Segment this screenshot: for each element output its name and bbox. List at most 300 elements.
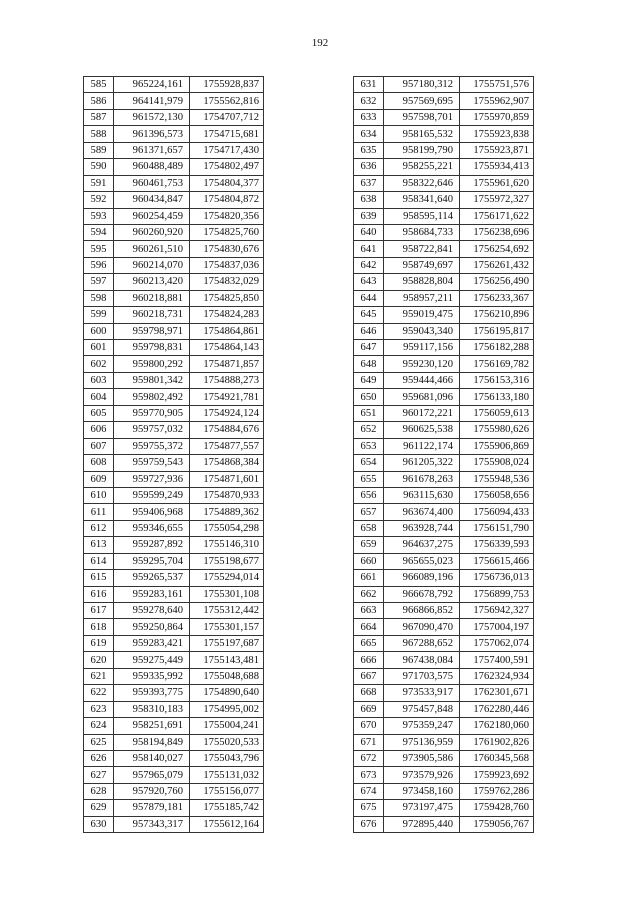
point-number-cell: 598	[84, 290, 114, 306]
y-coordinate-cell: 1755146,310	[190, 537, 264, 553]
table-row	[84, 175, 264, 191]
x-coordinate-cell: 973458,160	[384, 783, 460, 799]
y-coordinate-cell: 1756133,180	[460, 389, 534, 405]
point-number-cell: 666	[354, 652, 384, 668]
point-number-cell: 613	[84, 537, 114, 553]
table-row	[354, 159, 534, 175]
point-number-cell: 660	[354, 553, 384, 569]
table-row	[84, 553, 264, 569]
y-coordinate-cell: 1754717,430	[190, 142, 264, 158]
x-coordinate-cell: 958322,646	[384, 175, 460, 191]
x-coordinate-cell: 957598,701	[384, 109, 460, 125]
table-row	[84, 389, 264, 405]
y-coordinate-cell: 1755020,533	[190, 734, 264, 750]
table-row	[354, 257, 534, 273]
x-coordinate-cell: 967288,652	[384, 635, 460, 651]
table-row	[354, 487, 534, 503]
point-number-cell: 614	[84, 553, 114, 569]
y-coordinate-cell: 1755156,077	[190, 783, 264, 799]
y-coordinate-cell: 1755131,032	[190, 767, 264, 783]
point-number-cell: 641	[354, 241, 384, 257]
y-coordinate-cell: 1755312,442	[190, 603, 264, 619]
point-number-cell: 608	[84, 455, 114, 471]
table-row	[354, 570, 534, 586]
y-coordinate-cell: 1754804,377	[190, 175, 264, 191]
point-number-cell: 669	[354, 701, 384, 717]
y-coordinate-cell: 1754924,124	[190, 405, 264, 421]
y-coordinate-cell: 1755301,108	[190, 586, 264, 602]
point-number-cell: 625	[84, 734, 114, 750]
table-row	[354, 652, 534, 668]
table-row	[84, 750, 264, 766]
y-coordinate-cell: 1754830,676	[190, 241, 264, 257]
y-coordinate-cell: 1754890,640	[190, 685, 264, 701]
x-coordinate-cell: 959406,968	[114, 504, 190, 520]
x-coordinate-cell: 958684,733	[384, 224, 460, 240]
table-row	[354, 520, 534, 536]
x-coordinate-cell: 959759,543	[114, 455, 190, 471]
x-coordinate-cell: 960261,510	[114, 241, 190, 257]
y-coordinate-cell: 1754832,029	[190, 274, 264, 290]
y-coordinate-cell: 1761902,826	[460, 734, 534, 750]
point-number-cell: 634	[354, 126, 384, 142]
x-coordinate-cell: 960488,489	[114, 159, 190, 175]
x-coordinate-cell: 960461,753	[114, 175, 190, 191]
x-coordinate-cell: 965224,161	[114, 77, 190, 93]
y-coordinate-cell: 1756942,327	[460, 603, 534, 619]
y-coordinate-cell: 1759923,692	[460, 767, 534, 783]
point-number-cell: 593	[84, 208, 114, 224]
y-coordinate-cell: 1759056,767	[460, 816, 534, 832]
x-coordinate-cell: 959287,892	[114, 537, 190, 553]
y-coordinate-cell: 1756171,622	[460, 208, 534, 224]
y-coordinate-cell: 1754825,850	[190, 290, 264, 306]
table-row	[84, 438, 264, 454]
table-row	[84, 619, 264, 635]
x-coordinate-cell: 963674,400	[384, 504, 460, 520]
x-coordinate-cell: 975359,247	[384, 718, 460, 734]
x-coordinate-cell: 961678,263	[384, 471, 460, 487]
table-row	[354, 537, 534, 553]
point-number-cell: 659	[354, 537, 384, 553]
y-coordinate-cell: 1754868,384	[190, 455, 264, 471]
x-coordinate-cell: 959444,466	[384, 372, 460, 388]
y-coordinate-cell: 1755612,164	[190, 816, 264, 832]
table-row	[354, 77, 534, 93]
y-coordinate-cell: 1756151,790	[460, 520, 534, 536]
x-coordinate-cell: 966866,852	[384, 603, 460, 619]
table-row	[354, 701, 534, 717]
point-number-cell: 647	[354, 340, 384, 356]
y-coordinate-cell: 1762301,671	[460, 685, 534, 701]
table-row	[84, 455, 264, 471]
table-row	[354, 685, 534, 701]
x-coordinate-cell: 959801,342	[114, 372, 190, 388]
point-number-cell: 646	[354, 323, 384, 339]
table-row	[354, 142, 534, 158]
point-number-cell: 599	[84, 307, 114, 323]
table-row	[84, 800, 264, 816]
x-coordinate-cell: 957343,317	[114, 816, 190, 832]
y-coordinate-cell: 1754921,781	[190, 389, 264, 405]
x-coordinate-cell: 959727,936	[114, 471, 190, 487]
y-coordinate-cell: 1755562,816	[190, 93, 264, 109]
table-row	[354, 783, 534, 799]
table-row	[354, 175, 534, 191]
x-coordinate-cell: 959295,704	[114, 553, 190, 569]
point-number-cell: 594	[84, 224, 114, 240]
x-coordinate-cell: 959346,655	[114, 520, 190, 536]
point-number-cell: 652	[354, 422, 384, 438]
point-number-cell: 658	[354, 520, 384, 536]
y-coordinate-cell: 1755906,869	[460, 438, 534, 454]
y-coordinate-cell: 1756254,692	[460, 241, 534, 257]
point-number-cell: 661	[354, 570, 384, 586]
x-coordinate-cell: 963928,744	[384, 520, 460, 536]
coordinates-table-left	[83, 76, 264, 833]
point-number-cell: 649	[354, 372, 384, 388]
point-number-cell: 644	[354, 290, 384, 306]
table-row	[354, 224, 534, 240]
table-body	[84, 77, 264, 833]
table-row	[84, 340, 264, 356]
y-coordinate-cell: 1756615,466	[460, 553, 534, 569]
table-row	[84, 504, 264, 520]
table-row	[84, 126, 264, 142]
table-row	[84, 405, 264, 421]
x-coordinate-cell: 958828,804	[384, 274, 460, 290]
point-number-cell: 653	[354, 438, 384, 454]
x-coordinate-cell: 959335,992	[114, 668, 190, 684]
point-number-cell: 591	[84, 175, 114, 191]
x-coordinate-cell: 959265,537	[114, 570, 190, 586]
point-number-cell: 622	[84, 685, 114, 701]
point-number-cell: 651	[354, 405, 384, 421]
y-coordinate-cell: 1754707,712	[190, 109, 264, 125]
x-coordinate-cell: 959117,156	[384, 340, 460, 356]
x-coordinate-cell: 958722,841	[384, 241, 460, 257]
table-row	[354, 800, 534, 816]
point-number-cell: 616	[84, 586, 114, 602]
point-number-cell: 592	[84, 192, 114, 208]
x-coordinate-cell: 958341,640	[384, 192, 460, 208]
point-number-cell: 676	[354, 816, 384, 832]
table-row	[354, 389, 534, 405]
y-coordinate-cell: 1755197,687	[190, 635, 264, 651]
x-coordinate-cell: 959798,971	[114, 323, 190, 339]
y-coordinate-cell: 1756736,013	[460, 570, 534, 586]
table-row	[354, 816, 534, 832]
y-coordinate-cell: 1762280,446	[460, 701, 534, 717]
point-number-cell: 662	[354, 586, 384, 602]
x-coordinate-cell: 960172,221	[384, 405, 460, 421]
point-number-cell: 590	[84, 159, 114, 175]
y-coordinate-cell: 1756210,896	[460, 307, 534, 323]
x-coordinate-cell: 961572,130	[114, 109, 190, 125]
x-coordinate-cell: 958199,790	[384, 142, 460, 158]
y-coordinate-cell: 1755143,481	[190, 652, 264, 668]
x-coordinate-cell: 958251,691	[114, 718, 190, 734]
table-row	[84, 537, 264, 553]
point-number-cell: 670	[354, 718, 384, 734]
x-coordinate-cell: 960254,459	[114, 208, 190, 224]
table-row	[354, 340, 534, 356]
table-row	[84, 274, 264, 290]
y-coordinate-cell: 1756261,432	[460, 257, 534, 273]
point-number-cell: 642	[354, 257, 384, 273]
point-number-cell: 674	[354, 783, 384, 799]
x-coordinate-cell: 959393,775	[114, 685, 190, 701]
table-row	[354, 586, 534, 602]
point-number-cell: 602	[84, 356, 114, 372]
x-coordinate-cell: 963115,630	[384, 487, 460, 503]
point-number-cell: 668	[354, 685, 384, 701]
x-coordinate-cell: 959755,372	[114, 438, 190, 454]
x-coordinate-cell: 957569,695	[384, 93, 460, 109]
table-row	[84, 323, 264, 339]
y-coordinate-cell: 1756169,782	[460, 356, 534, 372]
x-coordinate-cell: 960218,731	[114, 307, 190, 323]
table-row	[354, 553, 534, 569]
y-coordinate-cell: 1756899,753	[460, 586, 534, 602]
x-coordinate-cell: 959043,340	[384, 323, 460, 339]
point-number-cell: 600	[84, 323, 114, 339]
table-row	[84, 422, 264, 438]
x-coordinate-cell: 975457,848	[384, 701, 460, 717]
y-coordinate-cell: 1754802,497	[190, 159, 264, 175]
y-coordinate-cell: 1762180,060	[460, 718, 534, 734]
table-row	[354, 750, 534, 766]
point-number-cell: 632	[354, 93, 384, 109]
point-number-cell: 597	[84, 274, 114, 290]
y-coordinate-cell: 1756238,696	[460, 224, 534, 240]
table-row	[354, 323, 534, 339]
x-coordinate-cell: 973533,917	[384, 685, 460, 701]
point-number-cell: 606	[84, 422, 114, 438]
point-number-cell: 665	[354, 635, 384, 651]
table-row	[84, 685, 264, 701]
page-number: 192	[311, 37, 329, 49]
x-coordinate-cell: 967438,084	[384, 652, 460, 668]
point-number-cell: 636	[354, 159, 384, 175]
table-row	[84, 356, 264, 372]
x-coordinate-cell: 958595,114	[384, 208, 460, 224]
y-coordinate-cell: 1757004,197	[460, 619, 534, 635]
point-number-cell: 609	[84, 471, 114, 487]
x-coordinate-cell: 959798,831	[114, 340, 190, 356]
point-number-cell: 615	[84, 570, 114, 586]
y-coordinate-cell: 1756339,593	[460, 537, 534, 553]
point-number-cell: 638	[354, 192, 384, 208]
y-coordinate-cell: 1755908,024	[460, 455, 534, 471]
table-row	[84, 159, 264, 175]
point-number-cell: 637	[354, 175, 384, 191]
x-coordinate-cell: 961122,174	[384, 438, 460, 454]
x-coordinate-cell: 958140,027	[114, 750, 190, 766]
point-number-cell: 596	[84, 257, 114, 273]
y-coordinate-cell: 1754889,362	[190, 504, 264, 520]
table-row	[84, 109, 264, 125]
table-row	[84, 372, 264, 388]
y-coordinate-cell: 1759762,286	[460, 783, 534, 799]
x-coordinate-cell: 960260,920	[114, 224, 190, 240]
point-number-cell: 635	[354, 142, 384, 158]
y-coordinate-cell: 1756153,316	[460, 372, 534, 388]
table-row	[84, 816, 264, 832]
x-coordinate-cell: 961205,322	[384, 455, 460, 471]
point-number-cell: 663	[354, 603, 384, 619]
point-number-cell: 595	[84, 241, 114, 257]
y-coordinate-cell: 1755961,620	[460, 175, 534, 191]
point-number-cell: 629	[84, 800, 114, 816]
point-number-cell: 607	[84, 438, 114, 454]
table-row	[84, 208, 264, 224]
y-coordinate-cell: 1754995,002	[190, 701, 264, 717]
x-coordinate-cell: 966678,792	[384, 586, 460, 602]
x-coordinate-cell: 960625,538	[384, 422, 460, 438]
table-row	[84, 603, 264, 619]
table-row	[354, 93, 534, 109]
table-row	[84, 471, 264, 487]
x-coordinate-cell: 973197,475	[384, 800, 460, 816]
table-row	[84, 652, 264, 668]
y-coordinate-cell: 1754864,861	[190, 323, 264, 339]
point-number-cell: 672	[354, 750, 384, 766]
x-coordinate-cell: 961371,657	[114, 142, 190, 158]
point-number-cell: 588	[84, 126, 114, 142]
point-number-cell: 611	[84, 504, 114, 520]
point-number-cell: 655	[354, 471, 384, 487]
x-coordinate-cell: 958165,532	[384, 126, 460, 142]
y-coordinate-cell: 1755972,327	[460, 192, 534, 208]
point-number-cell: 605	[84, 405, 114, 421]
point-number-cell: 624	[84, 718, 114, 734]
point-number-cell: 626	[84, 750, 114, 766]
x-coordinate-cell: 957920,760	[114, 783, 190, 799]
x-coordinate-cell: 971703,575	[384, 668, 460, 684]
table-row	[84, 241, 264, 257]
x-coordinate-cell: 960434,847	[114, 192, 190, 208]
x-coordinate-cell: 975136,959	[384, 734, 460, 750]
point-number-cell: 673	[354, 767, 384, 783]
y-coordinate-cell: 1755928,837	[190, 77, 264, 93]
point-number-cell: 645	[354, 307, 384, 323]
y-coordinate-cell: 1754825,760	[190, 224, 264, 240]
table-row	[354, 241, 534, 257]
point-number-cell: 585	[84, 77, 114, 93]
y-coordinate-cell: 1755980,626	[460, 422, 534, 438]
x-coordinate-cell: 960218,881	[114, 290, 190, 306]
y-coordinate-cell: 1755054,298	[190, 520, 264, 536]
y-coordinate-cell: 1754824,283	[190, 307, 264, 323]
table-row	[84, 93, 264, 109]
point-number-cell: 639	[354, 208, 384, 224]
y-coordinate-cell: 1754871,601	[190, 471, 264, 487]
x-coordinate-cell: 973905,586	[384, 750, 460, 766]
table-row	[354, 471, 534, 487]
point-number-cell: 589	[84, 142, 114, 158]
y-coordinate-cell: 1754837,036	[190, 257, 264, 273]
point-number-cell: 631	[354, 77, 384, 93]
point-number-cell: 619	[84, 635, 114, 651]
table-row	[84, 767, 264, 783]
point-number-cell: 640	[354, 224, 384, 240]
x-coordinate-cell: 973579,926	[384, 767, 460, 783]
table-row	[354, 438, 534, 454]
y-coordinate-cell: 1755923,838	[460, 126, 534, 142]
x-coordinate-cell: 959800,292	[114, 356, 190, 372]
y-coordinate-cell: 1756256,490	[460, 274, 534, 290]
x-coordinate-cell: 964637,275	[384, 537, 460, 553]
table-row	[84, 586, 264, 602]
table-row	[354, 422, 534, 438]
x-coordinate-cell: 959770,905	[114, 405, 190, 421]
table-row	[354, 504, 534, 520]
table-row	[354, 455, 534, 471]
table-row	[354, 192, 534, 208]
y-coordinate-cell: 1754715,681	[190, 126, 264, 142]
table-row	[84, 77, 264, 93]
table-row	[354, 603, 534, 619]
y-coordinate-cell: 1760345,568	[460, 750, 534, 766]
x-coordinate-cell: 959681,096	[384, 389, 460, 405]
table-row	[354, 307, 534, 323]
point-number-cell: 643	[354, 274, 384, 290]
point-number-cell: 650	[354, 389, 384, 405]
point-number-cell: 620	[84, 652, 114, 668]
table-row	[84, 487, 264, 503]
x-coordinate-cell: 959757,032	[114, 422, 190, 438]
x-coordinate-cell: 959278,640	[114, 603, 190, 619]
x-coordinate-cell: 964141,979	[114, 93, 190, 109]
y-coordinate-cell: 1754884,676	[190, 422, 264, 438]
x-coordinate-cell: 957879,181	[114, 800, 190, 816]
x-coordinate-cell: 972895,440	[384, 816, 460, 832]
x-coordinate-cell: 966089,196	[384, 570, 460, 586]
table-row	[84, 635, 264, 651]
y-coordinate-cell: 1755923,871	[460, 142, 534, 158]
y-coordinate-cell: 1754888,273	[190, 372, 264, 388]
y-coordinate-cell: 1755048,688	[190, 668, 264, 684]
point-number-cell: 628	[84, 783, 114, 799]
x-coordinate-cell: 958957,211	[384, 290, 460, 306]
y-coordinate-cell: 1756058,656	[460, 487, 534, 503]
x-coordinate-cell: 958255,221	[384, 159, 460, 175]
x-coordinate-cell: 957965,079	[114, 767, 190, 783]
table-row	[354, 274, 534, 290]
y-coordinate-cell: 1754864,143	[190, 340, 264, 356]
y-coordinate-cell: 1754871,857	[190, 356, 264, 372]
y-coordinate-cell: 1757062,074	[460, 635, 534, 651]
table-row	[354, 734, 534, 750]
table-row	[84, 192, 264, 208]
point-number-cell: 667	[354, 668, 384, 684]
table-row	[354, 718, 534, 734]
y-coordinate-cell: 1755948,536	[460, 471, 534, 487]
point-number-cell: 610	[84, 487, 114, 503]
x-coordinate-cell: 959275,449	[114, 652, 190, 668]
y-coordinate-cell: 1755301,157	[190, 619, 264, 635]
point-number-cell: 657	[354, 504, 384, 520]
point-number-cell: 648	[354, 356, 384, 372]
x-coordinate-cell: 965655,023	[384, 553, 460, 569]
table-row	[84, 668, 264, 684]
table-row	[354, 767, 534, 783]
table-row	[354, 109, 534, 125]
point-number-cell: 633	[354, 109, 384, 125]
y-coordinate-cell: 1762324,934	[460, 668, 534, 684]
y-coordinate-cell: 1756059,613	[460, 405, 534, 421]
